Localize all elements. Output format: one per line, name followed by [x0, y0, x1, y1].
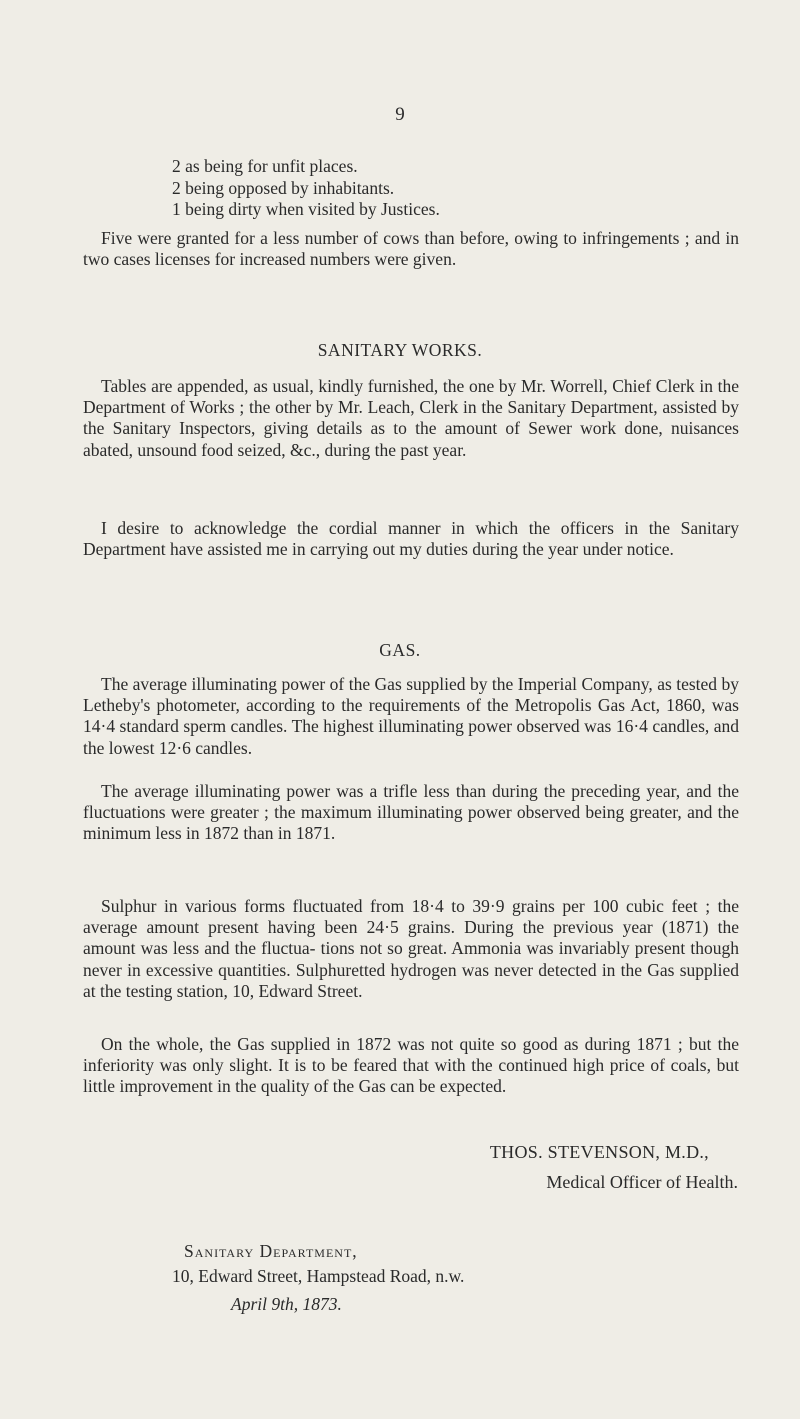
paragraph-gas-trifle: The average illuminating power was a trifle less than during the preceding year, and the fluctuations were greater ; the maximum illuminating power observed being greater, and the minimum less in 1872 than in 1871. [83, 781, 739, 844]
heading-sanitary-works: SANITARY WORKS. [317, 340, 483, 360]
reason-item: 2 being opposed by inhabitants. [172, 177, 395, 198]
footer-department: Sanitary Department, [184, 1241, 358, 1261]
footer-address: 10, Edward Street, Hampstead Road, n.w. [172, 1266, 465, 1286]
paragraph-whole: On the whole, the Gas supplied in 1872 was not quite so good as during 1871 ; but the inferiority was only slight. It is to be feared that with the continued high price of coals, but little improvement in the quality of the Gas can be expected. [83, 1034, 739, 1097]
reasons-list [172, 156, 440, 221]
paragraph-tables: Tables are appended, as usual, kindly furnished, the one by Mr. Worrell, Chief Clerk in the Department of Works ; the other by Mr. Leach, Clerk in the Sanitary Department, assisted by the Sanitary Inspectors, giving details as to the amount of Sewer work done, nuisances abated, unsound food seized, &c., during the past year. [83, 376, 739, 460]
footer-date: April 9th, 1873. [231, 1294, 342, 1314]
reason-item: 2 as being for unfit places. [172, 156, 358, 176]
paragraph-cows: Five were granted for a less number of cows than before, owing to infringements ; and in two cases licenses for increased numbers were given. [83, 228, 739, 270]
signature-title: Medical Officer of Health. [546, 1172, 738, 1192]
heading-gas: GAS. [379, 640, 421, 660]
paragraph-gas-average: The average illuminating power of the Gas supplied by the Imperial Company, as tested by Letheby's photometer, according to the requirements of the Metropolis Gas Act, 1860, was 14·4 standard sperm candles. The highest illuminating power observed was 16·4 candles, and the lowest 12·6 candles. [83, 674, 739, 758]
reason-item: 1 being dirty when visited by Justices. [172, 199, 440, 219]
signature-name: THOS. STEVENSON, M.D., [489, 1142, 709, 1162]
paragraph-sulphur: Sulphur in various forms fluctuated from 18·4 to 39·9 grains per 100 cubic feet ; the average amount present having been 24·5 grains. During the previous year (1871) the amount was less and the fluctua- tions not so great. Ammonia was invariably present though never in excessive quantities. Sulphuretted hydrogen was never detected in the Gas supplied at the testing station, 10, Edward Street. [83, 896, 739, 1001]
page-number: 9 [395, 104, 405, 125]
paragraph-acknowledge: I desire to acknowledge the cordial manner in which the officers in the Sanitary Department have assisted me in carrying out my duties during the year under notice. [83, 518, 739, 560]
